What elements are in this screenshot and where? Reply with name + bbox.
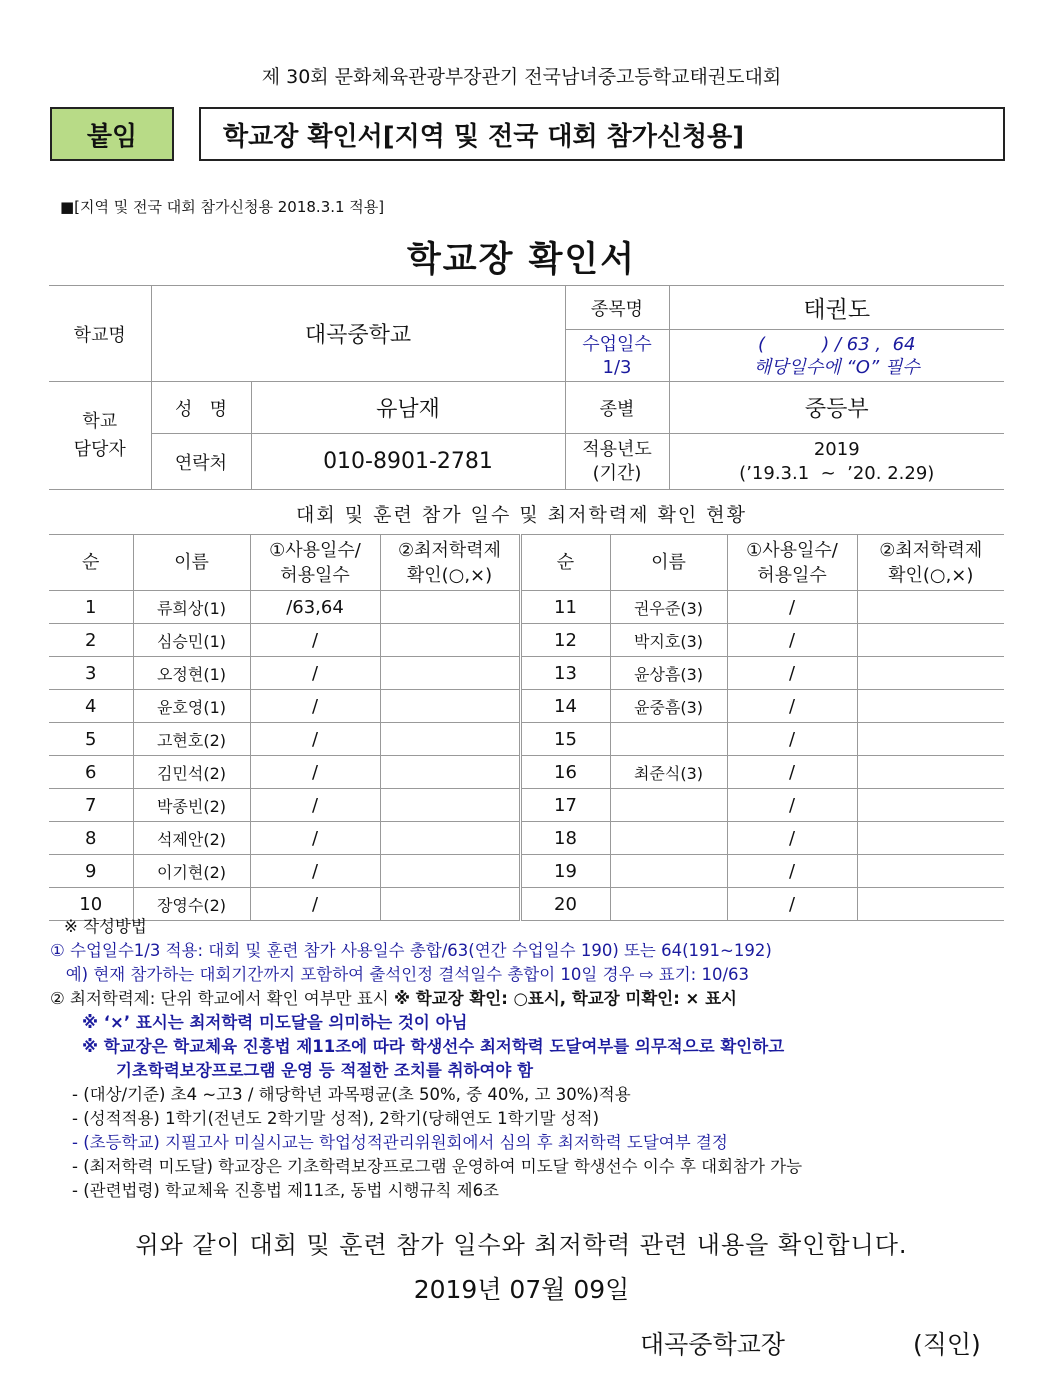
attach-badge: 붙임	[50, 107, 174, 161]
row-check-right	[857, 822, 1004, 855]
row-name-left: 오정현(1)	[133, 657, 250, 690]
row-name-left: 윤호영(1)	[133, 690, 250, 723]
detail-5: - (관련법령) 학교체육 진흥법 제11조, 동법 시행규칙 제6조	[72, 1181, 499, 1200]
year-value-2: (’19.3.1 ~ ’20. 2.29)	[739, 462, 935, 484]
sport-label: 종목명	[565, 286, 669, 330]
class-days-label-2: 1/3	[602, 356, 632, 378]
contact-label: 연락처	[151, 434, 251, 490]
row-name-left: 이기현(2)	[133, 855, 250, 888]
table-row	[49, 756, 1004, 789]
header-check-right	[857, 535, 1004, 591]
row-check-left	[380, 756, 520, 789]
header-days-left	[250, 535, 380, 591]
status-title: 대회 및 훈련 참가 일수 및 최저학력제 확인 현황	[295, 504, 748, 526]
row-days-left: /	[250, 723, 380, 756]
year-value	[669, 434, 1004, 490]
row-days-left: /	[250, 855, 380, 888]
confirm-date: 2019년 07월 09일	[413, 1275, 630, 1304]
year-label-1: 적용년도	[582, 438, 652, 460]
info-table	[49, 285, 1004, 490]
row-days-right: /	[727, 789, 857, 822]
row-days-right: /	[727, 855, 857, 888]
row-no-right: 17	[520, 789, 610, 822]
row-name-right	[610, 789, 727, 822]
table-row	[49, 723, 1004, 756]
header-check-line2: 확인(○,×)	[406, 564, 493, 586]
header-days-line1: ①사용일수/	[269, 539, 361, 561]
row-days-right: /	[727, 591, 857, 624]
row-check-right	[857, 855, 1004, 888]
header-check-left	[380, 535, 520, 591]
row-no-left: 9	[49, 855, 133, 888]
manager-name: 유남재	[251, 382, 565, 434]
class-days-value	[669, 330, 1004, 382]
row-days-left: /	[250, 822, 380, 855]
header-no-right: 순	[520, 535, 610, 591]
row-no-right: 19	[520, 855, 610, 888]
class-days-label-1: 수업일수	[582, 333, 652, 355]
note-2	[50, 987, 1010, 1011]
status-table	[49, 534, 1004, 921]
row-no-right: 16	[520, 756, 610, 789]
detail-4: - (최저학력 미도달) 학교장은 기초학력보장프로그램 운영하여 미도달 학생선수 이수 후 대회참가 가능	[72, 1157, 803, 1176]
table-row	[49, 624, 1004, 657]
manager-label-2: 담당자	[73, 438, 126, 460]
note-4b: 기초학력보장프로그램 운영 등 적절한 조치를 취하여야 함	[116, 1061, 534, 1080]
row-name-left: 장영수(2)	[133, 888, 250, 921]
note-4a: ※ 학교장은 학교체육 진흥법 제11조에 따라 학생선수 최저학력 도달여부를 의무적으로 확인하고	[82, 1037, 785, 1056]
manager-label	[49, 382, 151, 490]
row-days-right: /	[727, 756, 857, 789]
year-label	[565, 434, 669, 490]
row-no-right: 12	[520, 624, 610, 657]
principal-name: 대곡중학교장	[640, 1330, 785, 1359]
row-name-left: 김민석(2)	[133, 756, 250, 789]
document-title: 학교장 확인서	[406, 240, 637, 280]
row-check-left	[380, 624, 520, 657]
class-days-value-1: ( ) / 63 , 64	[758, 333, 916, 355]
row-days-left: /	[250, 690, 380, 723]
class-days-value-2: 해당일수에 “O” 필수	[753, 356, 920, 378]
seal-label: (직인)	[913, 1330, 981, 1359]
confirm-text: 위와 같이 대회 및 훈련 참가 일수와 최저학력 관련 내용을 확인합니다.	[135, 1231, 908, 1259]
row-no-right: 13	[520, 657, 610, 690]
header-name-left: 이름	[133, 535, 250, 591]
table-row	[49, 822, 1004, 855]
year-value-1: 2019	[813, 438, 860, 460]
header-days-line2: 허용일수	[280, 564, 350, 586]
row-no-right: 18	[520, 822, 610, 855]
header-no-left: 순	[49, 535, 133, 591]
row-check-right	[857, 657, 1004, 690]
row-days-right: /	[727, 723, 857, 756]
manager-label-1: 학교	[82, 410, 118, 432]
note-2a: ② 최저학력제: 단위 학교에서 확인 여부만 표시	[50, 989, 394, 1008]
row-check-left	[380, 723, 520, 756]
row-check-right	[857, 591, 1004, 624]
table-row	[49, 690, 1004, 723]
table-row	[49, 657, 1004, 690]
row-no-right: 11	[520, 591, 610, 624]
row-days-right: /	[727, 657, 857, 690]
notes-section	[50, 915, 1010, 1203]
school-name: 대곡중학교	[151, 286, 565, 382]
row-name-right: 윤상흠(3)	[610, 657, 727, 690]
row-days-left: /	[250, 888, 380, 921]
table-row	[49, 591, 1004, 624]
header-check-line1: ②최저학력제	[397, 539, 502, 561]
header-days-line1: ①사용일수/	[746, 539, 838, 561]
row-days-right: /	[727, 690, 857, 723]
row-check-right	[857, 789, 1004, 822]
row-name-right	[610, 855, 727, 888]
contact-value: 010-8901-2781	[251, 434, 565, 490]
row-name-left: 류희상(1)	[133, 591, 250, 624]
note-3: ※ ‘×’ 표시는 최저학력 미도달을 의미하는 것이 아님	[82, 1013, 468, 1032]
row-name-left: 고현호(2)	[133, 723, 250, 756]
event-title: 제 30회 문화체육관광부장관기 전국남녀중고등학교태권도대회	[261, 66, 782, 88]
row-check-left	[380, 591, 520, 624]
detail-1: - (대상/기준) 초4 ~고3 / 해당학년 과목평균(초 50%, 중 40%, 고 30%)적용	[72, 1085, 631, 1104]
row-no-left: 10	[49, 888, 133, 921]
row-days-left: /	[250, 624, 380, 657]
row-name-right: 최준식(3)	[610, 756, 727, 789]
row-name-right: 권우준(3)	[610, 591, 727, 624]
name-label: 성 명	[151, 382, 251, 434]
row-name-right: 박지호(3)	[610, 624, 727, 657]
class-days-label	[565, 330, 669, 382]
row-no-left: 1	[49, 591, 133, 624]
row-no-left: 2	[49, 624, 133, 657]
row-name-right	[610, 822, 727, 855]
row-days-left: /63,64	[250, 591, 380, 624]
row-check-left	[380, 657, 520, 690]
header-days-line2: 허용일수	[757, 564, 827, 586]
detail-3: - (초등학교) 지필고사 미실시교는 학업성적관리위원회에서 심의 후 최저학력 도달여부 결정	[72, 1133, 728, 1152]
category-value: 중등부	[669, 382, 1004, 434]
note-1b: 예) 현재 참가하는 대회기간까지 포함하여 출석인정 결석일수 총합이 10일 경우 ⇨ 표기: 10/63	[50, 965, 750, 984]
row-check-right	[857, 756, 1004, 789]
apply-note: ■[지역 및 전국 대회 참가신청용 2018.3.1 적용]	[60, 198, 385, 216]
row-no-left: 3	[49, 657, 133, 690]
note-1a: ① 수업일수1/3 적용: 대회 및 훈련 참가 사용일수 총합/63(연간 수업일수 190) 또는 64(191~192)	[50, 941, 772, 960]
notes-heading: ※ 작성방법	[64, 917, 147, 936]
row-days-left: /	[250, 756, 380, 789]
note-2b: ※ 학교장 확인: ○표시, 학교장 미확인: × 표시	[393, 989, 737, 1008]
row-name-left: 박종빈(2)	[133, 789, 250, 822]
header-check-line2: 확인(○,×)	[888, 564, 974, 586]
row-check-left	[380, 822, 520, 855]
row-days-left: /	[250, 789, 380, 822]
row-name-left: 석제안(2)	[133, 822, 250, 855]
school-label: 학교명	[49, 286, 151, 382]
row-name-right: 윤중흠(3)	[610, 690, 727, 723]
header-check-line1: ②최저학력제	[879, 539, 983, 561]
row-check-right	[857, 624, 1004, 657]
sport-value: 태권도	[669, 286, 1004, 330]
row-check-right	[857, 723, 1004, 756]
row-check-right	[857, 690, 1004, 723]
attach-title: 학교장 확인서[지역 및 전국 대회 참가신청용]	[199, 107, 1005, 161]
table-row	[49, 855, 1004, 888]
row-no-right: 20	[520, 888, 610, 921]
row-days-left: /	[250, 657, 380, 690]
row-no-left: 4	[49, 690, 133, 723]
row-no-left: 7	[49, 789, 133, 822]
row-no-left: 5	[49, 723, 133, 756]
row-days-right: /	[727, 624, 857, 657]
row-name-left: 심승민(1)	[133, 624, 250, 657]
detail-2: - (성적적용) 1학기(전년도 2학기말 성적), 2학기(당해연도 1학기말 성적)	[72, 1109, 600, 1128]
row-no-left: 6	[49, 756, 133, 789]
row-no-left: 8	[49, 822, 133, 855]
row-no-right: 15	[520, 723, 610, 756]
header-name-right: 이름	[610, 535, 727, 591]
row-no-right: 14	[520, 690, 610, 723]
row-days-right: /	[727, 888, 857, 921]
row-check-left	[380, 690, 520, 723]
category-label: 종별	[565, 382, 669, 434]
header-days-right	[727, 535, 857, 591]
table-row	[49, 789, 1004, 822]
row-name-right	[610, 723, 727, 756]
row-check-left	[380, 789, 520, 822]
row-check-left	[380, 855, 520, 888]
year-label-2: (기간)	[592, 462, 642, 484]
row-days-right: /	[727, 822, 857, 855]
